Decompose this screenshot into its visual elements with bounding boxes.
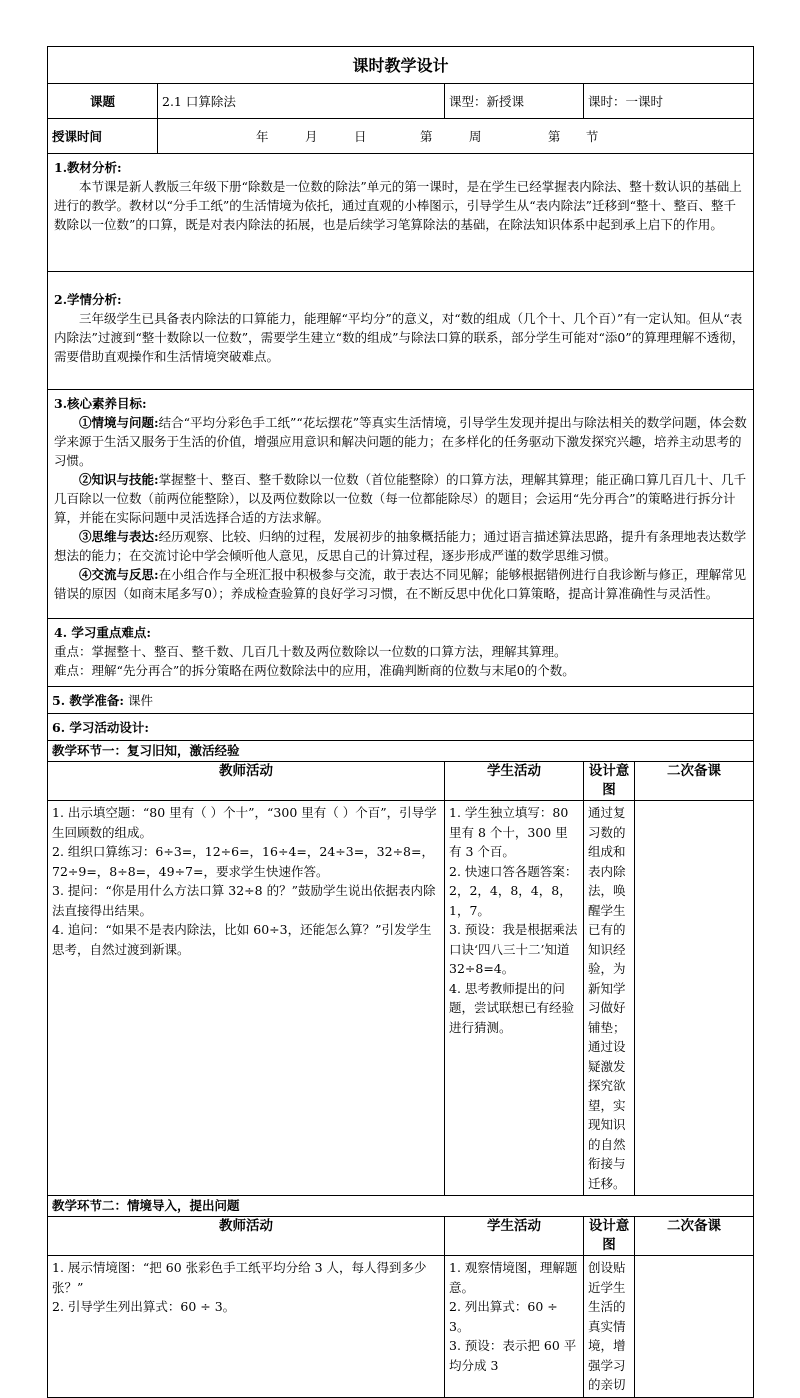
section-body: 本节课是新人教版三年级下册“除数是一位数的除法”单元的第一课时，是在学生已经掌握表内除法、整十数认识的基础上进行的教学。教材以“分手工纸”的生活情境为依托，通过直观的小棒图示，引导学生从“表内除法”迁移到“整十、整百、整千数除以一位数”的口算，既是对表内除法的拓展，也是后续学习笔算除法的基础，在除法知识体系中起到承上启下的作用。	[54, 179, 742, 232]
phase-2-intent: 创设贴近学生生活的真实情境，增强学习的亲切	[584, 1256, 635, 1398]
time-period: 节	[585, 128, 599, 144]
student-step: 1. 观察情境图，理解题意。	[449, 1260, 578, 1295]
goal-item	[54, 565, 747, 603]
section-title: 2.学情分析:	[54, 292, 122, 307]
student-step: 2. 快速口答各题答案：2，2，4，8，4，8，1，7。	[449, 863, 578, 918]
topic-label: 课题	[48, 84, 158, 119]
col-teacher: 教师活动	[48, 762, 445, 801]
section-body: 三年级学生已具备表内除法的口算能力，能理解“平均分”的意义，对“数的组成（几个十、几个百）”有一定认知。但从“表内除法”过渡到“整十数除以一位数”，需要学生建立“数的组成”与除法口算的联系，部分学生可能对“添0”的算理理解不透彻，需要借助直观操作和生活情境突破难点。	[54, 311, 745, 364]
goal-text: 经历观察、比较、归纳的过程，发展初步的抽象概括能力；通过语言描述算法思路，提升有条理地表达数学想法的能力；在交流讨论中学会倾听他人意见，反思自己的计算过程，逐步形成严谨的数学思维习惯。	[54, 529, 747, 563]
teacher-step: 1. 出示填空题：“80 里有（ ）个十”，“300 里有（ ）个百”，引导学生回顾数的组成。	[52, 805, 437, 840]
phase-2-title: 教学环节二：情境导入，提出问题	[48, 1196, 754, 1217]
col-second: 二次备课	[635, 1217, 754, 1256]
time-fields	[158, 119, 754, 154]
goal-label: ④交流与反思:	[79, 567, 159, 582]
page-title: 课时教学设计	[48, 47, 754, 84]
teacher-step: 2. 引导学生列出算式：60 ÷ 3。	[52, 1299, 236, 1314]
goal-item	[54, 470, 747, 527]
time-period-prefix: 第	[547, 128, 561, 144]
phase-1-student	[445, 801, 584, 1196]
hard-point: 难点：理解“先分再合”的拆分策略在两位数除法中的应用，准确判断商的位数与末尾0的个数。	[54, 663, 575, 678]
goal-text: 在小组合作与全班汇报中积极参与交流，敢于表达不同见解；能够根据错例进行自我诊断与修正，理解常见错误的原因（如商末尾多写0）；养成检查验算的良好学习习惯，在不断反思中优化口算策略，提高计算准确性与灵活性。	[54, 567, 747, 601]
lesson-plan-page	[47, 46, 753, 1398]
teacher-step: 4. 追问：“如果不是表内除法，比如 60÷3，还能怎么算？”引发学生思考，自然过渡到新课。	[52, 922, 432, 957]
preparation-value: 课件	[128, 692, 154, 708]
section-title: 4. 学习重点难点:	[54, 625, 152, 640]
lesson-type: 课型：新授课	[445, 84, 584, 119]
time-week-prefix: 第	[419, 128, 433, 144]
time-label: 授课时间	[48, 119, 158, 154]
col-teacher: 教师活动	[48, 1217, 445, 1256]
time-week: 周	[468, 128, 482, 144]
section-preparation	[48, 687, 754, 714]
goal-label: ③思维与表达:	[79, 529, 159, 544]
goal-item	[54, 527, 747, 565]
col-student: 学生活动	[445, 762, 584, 801]
col-student: 学生活动	[445, 1217, 584, 1256]
phase-1-intent: 通过复习数的组成和表内除法，唤醒学生已有的知识经验，为新知学习做好铺垫；通过设疑激发探究欲望，实现知识的自然衔接与迁移。	[584, 801, 635, 1196]
section-student-analysis	[48, 272, 754, 390]
teacher-step: 2. 组织口算练习：6÷3=，12÷6=，16÷4=，24÷3=，32÷8=，72÷9=，8÷8=，49÷7=，要求学生快速作答。	[52, 844, 434, 879]
student-step: 2. 列出算式：60 ÷ 3。	[449, 1299, 558, 1334]
time-month: 月	[304, 128, 318, 144]
lesson-plan-table	[47, 46, 754, 1398]
time-day: 日	[353, 128, 367, 144]
section-activity-design: 6. 学习活动设计:	[48, 714, 754, 741]
phase-2-second	[635, 1256, 754, 1398]
key-point: 重点：掌握整十、整百、整千数、几百几十数及两位数除以一位数的口算方法，理解其算理。	[54, 644, 567, 659]
phase-1-teacher	[48, 801, 445, 1196]
col-intent: 设计意图	[584, 762, 635, 801]
goal-text: 掌握整十、整百、整千数除以一位数（首位能整除）的口算方法，理解其算理；能正确口算几百几十、几千几百除以一位数（前两位能整除），以及两位数除以一位数（每一位都能除尽）的题目；会运用“先分再合”的策略进行拆分计算，并能在实际问题中灵活选择合适的方法求解。	[54, 472, 747, 525]
teacher-step: 1. 展示情境图：“把 60 张彩色手工纸平均分给 3 人，每人得到多少张？”	[52, 1260, 427, 1295]
lesson-hours: 课时：一课时	[584, 84, 754, 119]
phase-2-teacher	[48, 1256, 445, 1398]
time-year: 年	[255, 128, 269, 144]
goal-item	[54, 413, 747, 470]
goal-label: ②知识与技能:	[79, 472, 159, 487]
phase-2-student	[445, 1256, 584, 1398]
section-title: 3.核心素养目标:	[54, 396, 147, 411]
section-title: 1.教材分析:	[54, 160, 122, 175]
section-core-goals	[48, 390, 754, 619]
student-step: 1. 学生独立填写：80 里有 8 个十，300 里有 3 个百。	[449, 805, 569, 859]
phase-1-title: 教学环节一：复习旧知，激活经验	[48, 741, 754, 762]
section-material-analysis	[48, 154, 754, 272]
col-intent: 设计意图	[584, 1217, 635, 1256]
col-second: 二次备课	[635, 762, 754, 801]
student-step: 3. 预设：表示把 60 平均分成 3	[449, 1338, 577, 1373]
teacher-step: 3. 提问：“你是用什么方法口算 32÷8 的？”鼓励学生说出依据表内除法直接得出结果。	[52, 883, 436, 918]
goal-text: 结合“平均分彩色手工纸”“花坛摆花”等真实生活情境，引导学生发现并提出与除法相关的数学问题，体会数学来源于生活又服务于生活的价值，增强应用意识和解决问题的能力；在多样化的任务驱动下激发探究兴趣，培养主动思考的习惯。	[54, 415, 747, 468]
section-title: 5. 教学准备:	[52, 692, 125, 708]
student-step: 3. 预设：我是根据乘法口诀‘四八三十二’知道 32÷8=4。	[449, 922, 578, 976]
student-step: 4. 思考教师提出的问题，尝试联想已有经验进行猜测。	[449, 980, 575, 1035]
phase-1-second	[635, 801, 754, 1196]
topic-value: 2.1 口算除法	[158, 84, 445, 119]
section-key-points	[48, 619, 754, 687]
goal-label: ①情境与问题:	[79, 415, 159, 430]
